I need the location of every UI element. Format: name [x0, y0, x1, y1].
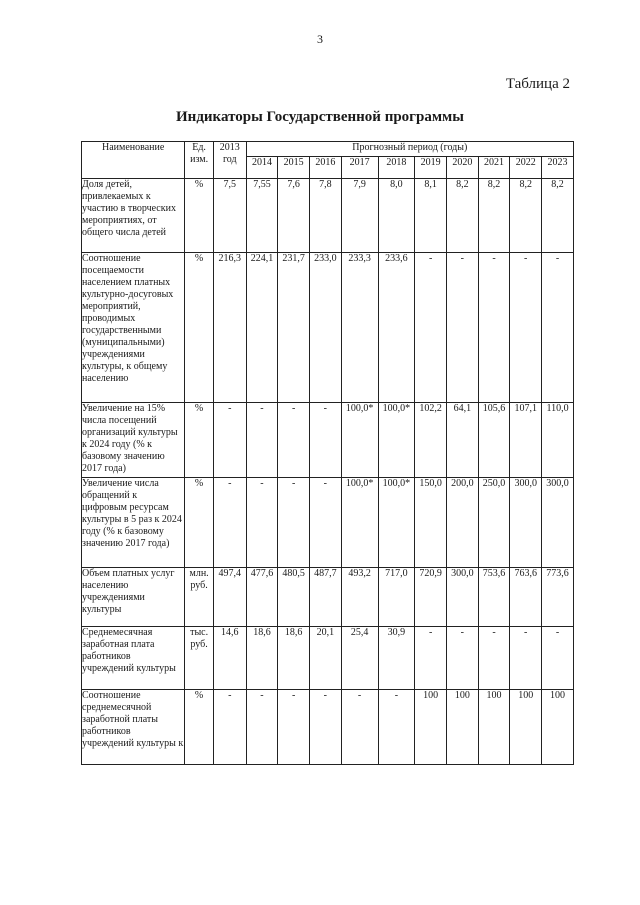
forecast-value-cell: 717,0 [378, 568, 415, 627]
forecast-value-cell: 7,6 [278, 179, 310, 253]
column-header-year: 2023 [542, 157, 574, 179]
forecast-value-cell: 250,0 [478, 478, 510, 568]
forecast-value-cell: 200,0 [447, 478, 479, 568]
forecast-value-cell: 8,2 [478, 179, 510, 253]
indicator-name-cell: Среднемесячная заработная плата работников учреждений культуры [82, 627, 185, 690]
forecast-value-cell: 18,6 [278, 627, 310, 690]
forecast-value-cell: 100 [415, 690, 447, 765]
table-row [82, 690, 574, 765]
forecast-value-cell: 8,2 [510, 179, 542, 253]
forecast-value-cell: - [447, 253, 479, 403]
forecast-value-cell: 100 [542, 690, 574, 765]
unit-cell: млн. руб. [185, 568, 214, 627]
unit-cell: % [185, 478, 214, 568]
forecast-value-cell: 64,1 [447, 403, 479, 478]
base-year-value-cell: 14,6 [213, 627, 246, 690]
forecast-value-cell: 100 [478, 690, 510, 765]
forecast-value-cell: 224,1 [246, 253, 278, 403]
unit-cell: % [185, 690, 214, 765]
forecast-value-cell: 20,1 [310, 627, 342, 690]
unit-cell: тыс. руб. [185, 627, 214, 690]
base-year-value-cell: 7,5 [213, 179, 246, 253]
forecast-value-cell: 493,2 [341, 568, 378, 627]
table-row [82, 478, 574, 568]
forecast-value-cell: - [415, 253, 447, 403]
forecast-value-cell: - [415, 627, 447, 690]
forecast-value-cell: 18,6 [246, 627, 278, 690]
column-header-year: 2019 [415, 157, 447, 179]
forecast-value-cell: 7,8 [310, 179, 342, 253]
base-year-value-cell: 497,4 [213, 568, 246, 627]
forecast-value-cell: - [478, 627, 510, 690]
forecast-value-cell: 8,2 [542, 179, 574, 253]
column-header-base-year: 2013 год [213, 142, 246, 179]
forecast-value-cell: - [278, 690, 310, 765]
forecast-value-cell: 231,7 [278, 253, 310, 403]
document-title: Индикаторы Государственной программы [176, 109, 464, 125]
table-caption: Таблица 2 [505, 76, 570, 92]
forecast-value-cell: 233,0 [310, 253, 342, 403]
unit-cell: % [185, 179, 214, 253]
forecast-value-cell: 150,0 [415, 478, 447, 568]
table-row [82, 253, 574, 403]
forecast-value-cell: 480,5 [278, 568, 310, 627]
base-year-value-cell: - [213, 478, 246, 568]
forecast-value-cell: 107,1 [510, 403, 542, 478]
forecast-value-cell: - [341, 690, 378, 765]
forecast-value-cell: - [542, 627, 574, 690]
forecast-value-cell: - [246, 690, 278, 765]
forecast-value-cell: - [378, 690, 415, 765]
indicator-name-cell: Соотношение посещаемости населением платных культурно-досуговых мероприятий, проводимых государственными (муниципальными) учреждениями культуры, к общему населению [82, 253, 185, 403]
forecast-value-cell: 477,6 [246, 568, 278, 627]
indicator-name-cell: Увеличение на 15% числа посещений организаций культуры к 2024 году (% к базовому значению 2017 года) [82, 403, 185, 478]
forecast-value-cell: - [310, 690, 342, 765]
forecast-value-cell: - [278, 478, 310, 568]
forecast-value-cell: - [278, 403, 310, 478]
column-header-year: 2022 [510, 157, 542, 179]
forecast-value-cell: 100 [447, 690, 479, 765]
forecast-value-cell: 300,0 [447, 568, 479, 627]
forecast-value-cell: 233,6 [378, 253, 415, 403]
page-number: 3 [317, 32, 323, 46]
forecast-value-cell: - [542, 253, 574, 403]
base-year-value-cell: 216,3 [213, 253, 246, 403]
table-row [82, 568, 574, 627]
base-year-value-cell: - [213, 690, 246, 765]
forecast-value-cell: 25,4 [341, 627, 378, 690]
forecast-value-cell: 8,1 [415, 179, 447, 253]
forecast-value-cell: 110,0 [542, 403, 574, 478]
forecast-value-cell: 720,9 [415, 568, 447, 627]
column-header-name: Наименование [82, 142, 185, 179]
forecast-value-cell: 105,6 [478, 403, 510, 478]
column-header-year: 2020 [447, 157, 479, 179]
unit-cell: % [185, 403, 214, 478]
forecast-value-cell: 300,0 [510, 478, 542, 568]
column-header-year: 2021 [478, 157, 510, 179]
column-header-year: 2016 [310, 157, 342, 179]
forecast-value-cell: 773,6 [542, 568, 574, 627]
table-header-row [82, 142, 574, 157]
forecast-value-cell: - [510, 627, 542, 690]
forecast-value-cell: - [447, 627, 479, 690]
forecast-value-cell: - [478, 253, 510, 403]
forecast-value-cell: 102,2 [415, 403, 447, 478]
forecast-value-cell: 7,55 [246, 179, 278, 253]
forecast-value-cell: - [246, 478, 278, 568]
indicator-name-cell: Объем платных услуг населению учреждениями культуры [82, 568, 185, 627]
forecast-value-cell: - [310, 403, 342, 478]
table-row [82, 403, 574, 478]
forecast-value-cell: 30,9 [378, 627, 415, 690]
forecast-value-cell: 753,6 [478, 568, 510, 627]
forecast-value-cell: - [246, 403, 278, 478]
forecast-value-cell: 7,9 [341, 179, 378, 253]
forecast-value-cell: 487,7 [310, 568, 342, 627]
forecast-value-cell: 763,6 [510, 568, 542, 627]
indicator-name-cell: Увеличение числа обращений к цифровым ресурсам культуры в 5 раз к 2024 году (% к базовому значению 2017 года) [82, 478, 185, 568]
base-year-value-cell: - [213, 403, 246, 478]
forecast-value-cell: 233,3 [341, 253, 378, 403]
forecast-value-cell: 100,0* [378, 478, 415, 568]
column-header-forecast-period: Прогнозный период (годы) [246, 142, 573, 157]
column-header-year: 2014 [246, 157, 278, 179]
forecast-value-cell: 100,0* [378, 403, 415, 478]
forecast-value-cell: 8,2 [447, 179, 479, 253]
forecast-value-cell: 100,0* [341, 478, 378, 568]
forecast-value-cell: - [310, 478, 342, 568]
table-row [82, 627, 574, 690]
table-row [82, 179, 574, 253]
forecast-value-cell: 100,0* [341, 403, 378, 478]
column-header-year: 2017 [341, 157, 378, 179]
forecast-value-cell: - [510, 253, 542, 403]
indicators-table [81, 141, 574, 765]
column-header-year: 2015 [278, 157, 310, 179]
column-header-year: 2018 [378, 157, 415, 179]
forecast-value-cell: 8,0 [378, 179, 415, 253]
column-header-unit: Ед. изм. [185, 142, 214, 179]
indicator-name-cell: Соотношение среднемесячной заработной платы работников учреждений культуры к [82, 690, 185, 765]
forecast-value-cell: 100 [510, 690, 542, 765]
forecast-value-cell: 300,0 [542, 478, 574, 568]
indicator-name-cell: Доля детей, привлекаемых к участию в творческих мероприятиях, от общего числа детей [82, 179, 185, 253]
unit-cell: % [185, 253, 214, 403]
